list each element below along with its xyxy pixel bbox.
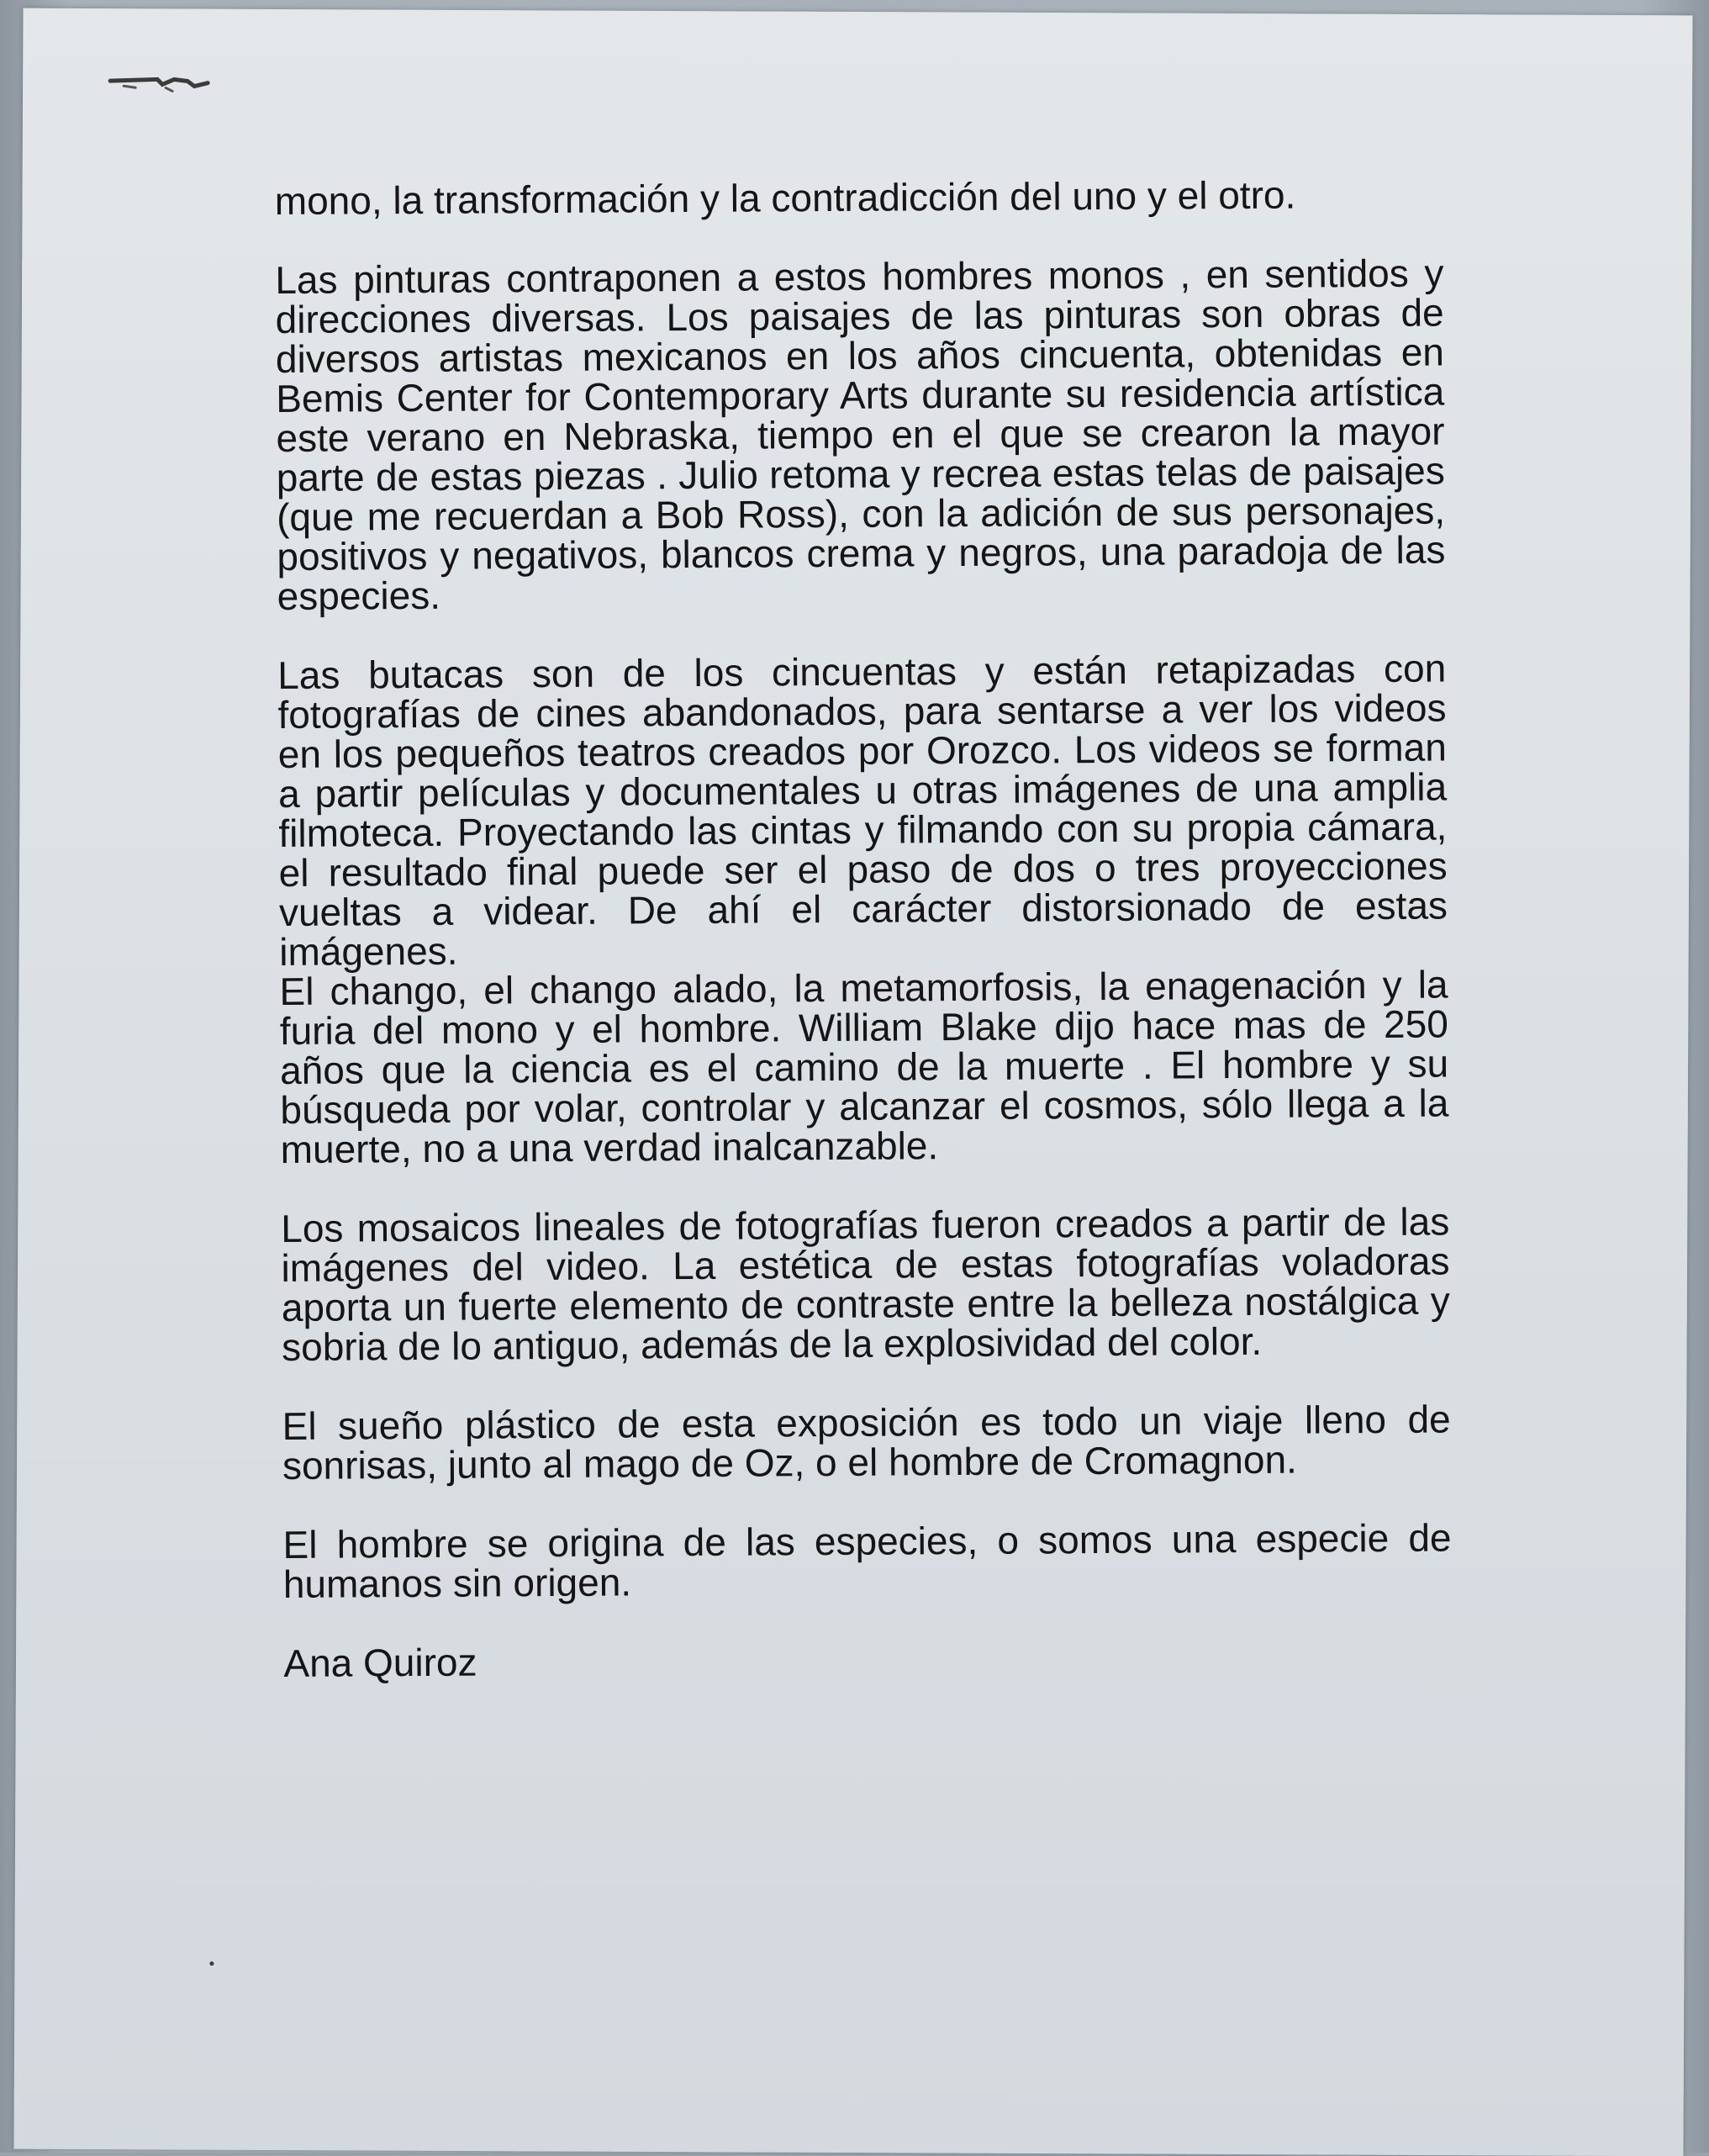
body-text [275, 174, 1453, 1683]
paragraph-1: mono, la transformación y la contradicción del uno y el otro. [274, 172, 1296, 223]
staple-mark-icon [107, 69, 216, 95]
paper-sheet [13, 8, 1692, 2156]
paragraph-5: Los mosaicos lineales de fotografías fueron creados a partir de las imágenes del video. La estética de estas fotografías voladoras aporta un fuerte elemento de contraste entre la belleza nostálgica y sobria de lo antiguo, además de la explosividad del color. [281, 1199, 1450, 1369]
paragraph-3: Las butacas son de los cincuentas y están retapizadas con fotografías de cines abandonados, para sentarse a ver los videos en los pequeños teatros creados por Orozco. Los videos se forman a partir películas y documentales u otras imágenes de una amplia filmoteca. Proyectando las cintas y filmando con su propia cámara, el resultado final puede ser el paso de dos o tres proyecciones vueltas a videar. De ahí el carácter distorsionado de estas imágenes. [277, 646, 1448, 974]
paragraph-4: El chango, el chango alado, la metamorfosis, la enagenación y la furia del mono y el hombre. William Blake dijo hace mas de 250 años que la ciencia es el camino de la muerte . El hombre y su búsqueda por volar, controlar y alcanzar el cosmos, sólo llega a la muerte, no a una verdad inalcanzable. [279, 962, 1449, 1171]
paragraph-7: El hombre se origina de las especies, o somos una especie de humanos sin origen. [282, 1515, 1452, 1606]
paragraph-6: El sueño plástico de esta exposición es todo un viaje lleno de sonrisas, junto al mago de Oz, o el hombre de Cromagnon. [282, 1397, 1451, 1488]
paragraph-2: Las pinturas contraponen a estos hombres monos , en sentidos y direcciones diversas. Los paisajes de las pinturas son obras de diversos artistas mexicanos en los años cincuenta, obtenidas en Bemis Center for Contemporary Arts durante su residencia artística este verano en Nebraska, tiempo en el que se crearon la mayor parte de estas piezas . Julio retoma y recrea estas telas de paisajes (que me recuerdan a Bob Ross), con la adición de sus personajes, positivos y negativos, blancos crema y negros, una paradoja de las especies. [275, 251, 1446, 618]
ink-dot [209, 1962, 214, 1966]
author-signature: Ana Quiroz [283, 1640, 477, 1685]
